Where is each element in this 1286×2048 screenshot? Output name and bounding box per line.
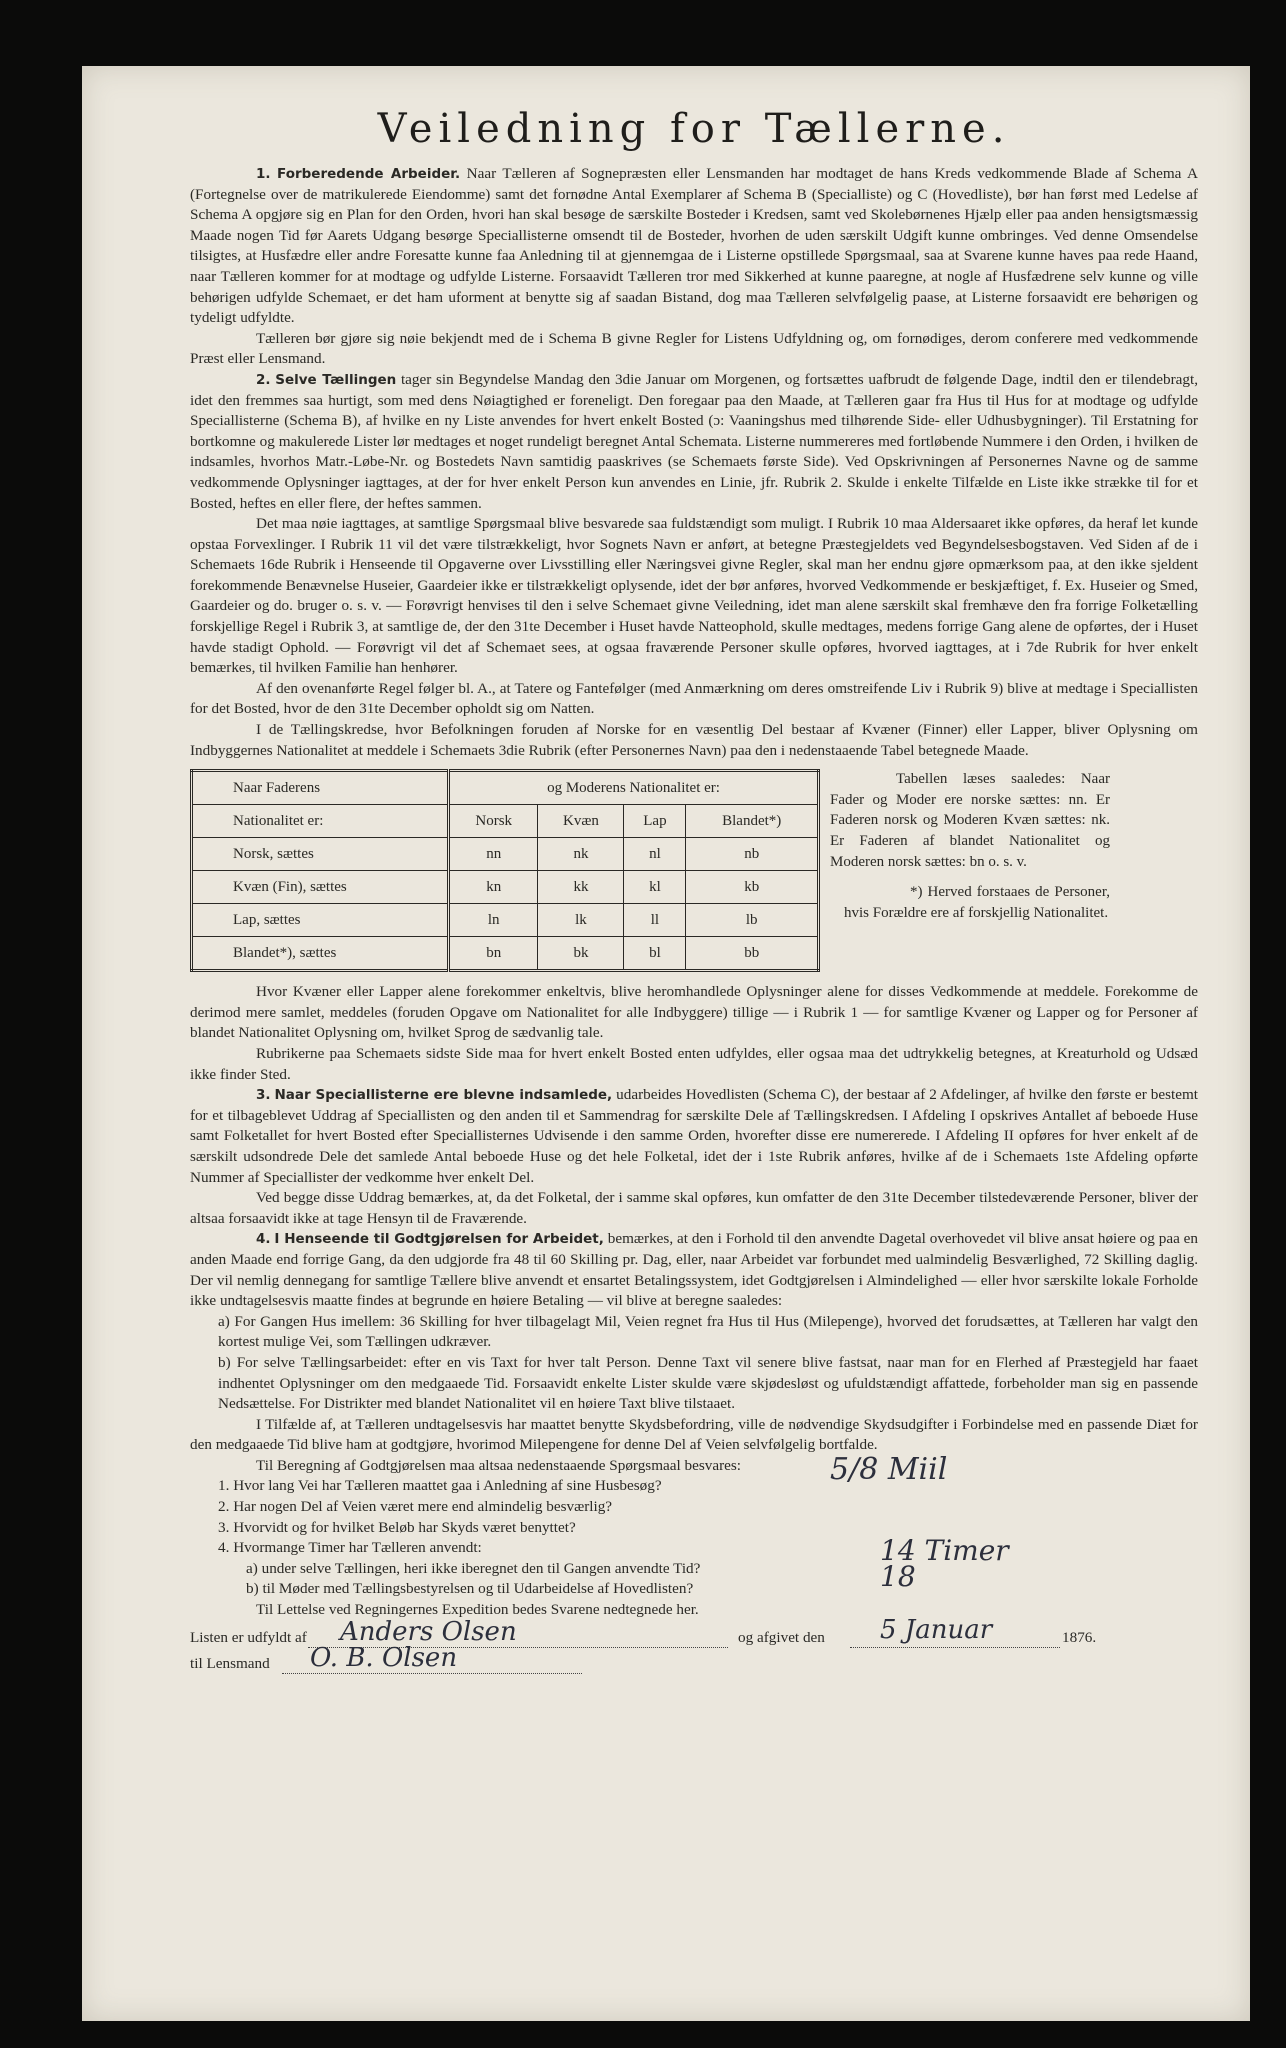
section-1-paragraph-2: Tælleren bør gjøre sig nøie bekjendt med de i Schema B givne Regler for Listens Udfyldning og, om fornødiges, derom conferere med vedkommende Præst eller Lensmand. [190,329,1198,368]
section-1-number: 1. [256,166,271,182]
col-header: Norsk [449,805,538,838]
section-3-paragraph-1 [190,1085,1198,1188]
table-cell: bl [624,937,686,971]
section-2-paragraph-3: Af den ovenanførte Regel følger bl. A., at Tatere og Fantefølger (med Anmærkning om deres omstreifende Liv i Rubrik 9) blive at medtage i Speciallisten for det Bosted, hvor de den 31te December opholdt sig om Natten. [190,679,1198,718]
nationality-table [190,769,820,972]
question-3-line [190,1518,1198,1539]
table-cell: kb [686,871,819,904]
section-3-heading: Naar Speciallisterne ere blevne indsamlede, [274,1087,613,1104]
section-2b-paragraph-2: Rubrikerne paa Schemaets sidste Side maa for hvert enkelt Bosted enten udfyldes, eller ogsaa maa det udtrykkelig betegnes, at Kreaturhold og Udsæd ikke finder Sted. [190,1045,1198,1083]
table-cell: bk [538,937,624,971]
section-2-text: tager sin Begyndelse Mandag den 3die Januar om Morgenen, og fortsættes uafbrudt de følgende Dage, indtil den er tilendebragt, idet den fremmes saa hurtigt, som med dens Nøiagtighed er foreneligt. Den foregaar paa den Maade, at Tælleren gaar fra Hus til Hus for at modtage og udfylde Speciallisterne (Schema B), af hvilke en ny Liste anvendes for hvert enkelt Bosted (ɔ: Vaaningshus med tilhørende Side- eller Udhusbygninger). Til Erstatning for bortkomne og makulerede Lister lør medtages et noget rundeligt beregnet Antal Schemata. Listerne nummereres med fortløbende Nummere i den Orden, i hvilken de indsamles, hvorhos Matr.-Løbe-Nr. og Bostedets Navn samtidig paaskrives (se Schemaets første Side). Ved Opskrivningen af Personernes Navne og de samme vedkommende Oplysninger iagttages, at der for hver enkelt Person kun anvendes en Linie, jfr. Rubrik 2. Skulde i enkelte Tilfælde en Liste ikke strække til for et Bosted, heftes en eller flere, der heftes sammen. [190,370,1199,512]
footer-delivered-label: og afgivet den [738,1628,825,1646]
section-4-item-a: a) For Gangen Hus imellem: 36 Skilling for hver tilbagelagt Mil, Veien regnet fra Hus til Hus (Milepenge), hvorved det forudsættes, at Tælleren har valgt den kortest mulige Vei, som Tællingen udkræver. [218,1312,1198,1351]
section-3-text: udarbeides Hovedlisten (Schema C), der bestaar af 2 Afdelinger, af hvilke den første er bestemt for et tilbageblevet Uddrag af Speciallisten og den anden til et Sammendrag for særskilte Dele af Tællingskredsen. I Afdeling I opskrives Antallet af beboede Huse samt Folketallet for hvert Bosted efter Speciallisternes Udvisende i den samme Orden, hvorefter disse ere numererede. I Afdeling II opføres for hver enkelt af de særskilt udsondrede Dele det samlede Antal beboede Huse og det hele Folketal, idet der i 1ste Rubrik anføres, hvilke af de i Schemaets 1ste Afdeling opførte Nummer af Speciallister der vedkomme hver enkelt Del. [190,1086,1199,1186]
footer-date: 5 Januar [880,1614,993,1645]
question-2: 2. Har nogen Del af Veien været mere end almindelig besværlig? [218,1498,613,1516]
question-2-line [190,1497,1198,1518]
question-1: 1. Hvor lang Vei har Tælleren maattet gaa i Anledning af sine Husbesøg? [218,1477,662,1495]
table-corner-1: Naar Faderens [192,771,449,805]
table-cell: kk [538,871,624,904]
row-label: Kvæn (Fin), sættes [192,871,449,904]
footer-lensmand-label: til Lensmand [190,1654,270,1672]
section-4-paragraph-1 [190,1229,1198,1311]
table-cell: lk [538,904,624,937]
table-cell: nb [686,838,819,871]
section-4-item-b: b) For selve Tællingsarbeidet: efter en vis Taxt for hver talt Person. Denne Taxt vil senere blive fastsat, naar man for en Flerhed af Præstegjeld har faaet indhentet Oplysninger om den medgaaede Tid. Forsaavidt enkelte Lister skulde være skjødesløst og ufuldstændigt affattede, forbeholder man sig en passende Nedsættelse. For Distrikter med blandet Nationalitet vil en høiere Taxt blive tilstaaet. [218,1353,1198,1413]
footer-year: 1876. [1062,1628,1097,1646]
row-label: Blandet*), sættes [192,937,449,971]
table-explanation [830,769,1110,972]
table-cell: ln [449,904,538,937]
question-4a: a) under selve Tællingen, heri ikke iberegnet den til Gangen anvendte Tid? [246,1559,701,1577]
section-1-paragraph-1 [190,164,1198,329]
table-corner-2: Nationalitet er: [192,805,449,838]
section-2-paragraph-2: Det maa nøie iagttages, at samtlige Spørgsmaal blive besvarede saa fuldstændigt som muligt. I Rubrik 10 maa Aldersaaret ikke opføres, da heraf let kunde opstaa Forvexlinger. I Rubrik 11 vil det være tilstrækkeligt, hvor Sognets Navn er anført, at betegne Præstegjeldets ved Begyndelsesbogstaven. Ved Siden af de i Schemaets 16de Rubrik i Henseende til Opgaverne over Livsstilling eller Næringsvei givne Regler, skal man her endnu gjøre opmærksom paa, at den ikke sjeldent forekommende Benævnelse Huseier, Gaardeier ikke er tilstrækkeligt oplysende, idet der bør anføres, hvorved Vedkommende er beskjæftiget, f. Ex. Huseier og Smed, Gaardeier og do. bruger o. s. v. — Forøvrigt henvises til den i selve Schemaet givne Veiledning, idet man alene særskilt skal fremhæve den fra forrige Folketælling forskjellige Regel i Rubrik 3, at samtlige de, der den 31te December i Huset havde Natteophold, skulle medtages, medens forrige Gang alene de opførtes, der i Huset havde stadigt Ophold. — Forøvrigt vil det af Schemaet sees, at ogsaa fraværende Personer skulle opføres, hvorved iagttages, at i 7de Rubrik for hver enkelt bemærkes, til hvilken Familie han henhører. [190,515,1198,677]
row-label: Lap, sættes [192,904,449,937]
footer-line-2 [190,1642,1198,1681]
footer-tæller-signature: Anders Olsen [340,1616,517,1647]
row-label: Norsk, sættes [192,838,449,871]
section-2-heading: Selve Tællingen [275,371,397,388]
section-4-paragraph-2: I Tilfælde af, at Tælleren undtagelsesvis har maattet benytte Skydsbefordring, ville de nødvendige Skydsudgifter i Forbindelse med en passende Diæt for den medgaaede Tid blive ham at godtgjøre, hvorimod Milepengene for denne Del af Veien selvfølgelig bortfalde. [190,1415,1198,1454]
table-cell: lb [686,904,819,937]
col-header: Lap [624,805,686,838]
instruction-body [190,164,1198,1621]
section-2-paragraph-4: I de Tællingskredse, hvor Befolkningen foruden af Norske for en væsentlig Del bestaar af Kvæner (Finner) eller Lapper, bliver Oplysning om Indbyggernes Nationalitet at meddele i Schemaets 3die Rubrik (efter Personernes Navn) paa den i nedenstaaende Tabel betegnede Maade. [190,721,1198,759]
table-cell: nn [449,838,538,871]
footer-filled-label: Listen er udfyldt af [190,1628,307,1646]
section-4-heading: I Henseende til Godtgjørelsen for Arbeidet, [274,1231,604,1248]
section-2-paragraph-1 [190,370,1198,514]
section-4-paragraph-3: Til Beregning af Godtgjørelsen maa altsaa nedenstaaende Spørgsmaal besvares: [256,1456,742,1474]
nationality-table-block [190,769,1198,972]
section-2b-paragraph-1: Hvor Kvæner eller Lapper alene forekommer enkeltvis, blive heromhandlede Oplysninger alene for disses Vedkommende at meddele. Forekomme de derimod mere samlet, meddeles (foruden Opgave om Nationalitet for alle Indbyggere) tillige — i Rubrik 1 — for samtlige Kvæner og Lapper og for Personer af blandet Nationalitet Oplysning om, hvilket Sprog de sædvanlig tale. [190,983,1198,1042]
table-group-header: og Moderens Nationalitet er: [449,771,819,805]
footer-lensmand-signature: O. B. Olsen [310,1642,458,1673]
answer-4a: 14 Timer [880,1533,1009,1567]
col-header: Blandet*) [686,805,819,838]
table-row [192,838,819,871]
table-cell: kl [624,871,686,904]
section-4-text: bemærkes, at den i Forhold til den anvendte Dagetal overhovedet vil blive ansat høiere og paa en anden Maade end forrige Gang, da den udgjorde fra 48 til 60 Skilling pr. Dag, eller, naar Arbeidet var forbundet med ualmindelig Besværlighed, 72 Skilling daglig. Der vil nemlig dennegang for samtlige Tællere blive anvendt et ensartet Betalingssystem, idet Godtgjørelsen i Almindelighed — eller hvor særskilte lokale Forholde ikke undtagelsesvis maatte findes at begrunde en høiere Betaling — vil blive at beregne saaledes: [190,1230,1199,1310]
section-4-paragraph-4: Til Lettelse ved Regningernes Expedition bedes Svarene nedtegnede her. [256,1601,699,1619]
section-1-text: Naar Tælleren af Sognepræsten eller Lensmanden har modtaget de hans Kreds vedkommende Blade af Schema A (Fortegnelse over de matrikulerede Eiendomme) samt det fornødne Antal Exemplarer af Schema B (Specialliste) og C (Hovedliste), bør han først med Ledelse af Schema A opgjøre sig en Plan for den Orden, hvori han skal besøge de særskilte Bosteder i Kredsen, samt ved Skolebørnenes Hjælp eller paa anden hensigtsmæssig Maade nogen Tid før Aarets Udgang besørge Speciallisterne omsendt til de Bosteder, hvorhen de uden særskilt Udgift kunne ombringes. Ved denne Omsendelse tilsigtes, at Husfædre eller andre Foresatte kunne faa Anledning til at gjennemgaa de i Listerne opstillede Spørgsmaal, saa at Svarene kunne haves paa rede Haand, naar Tælleren kommer for at modtage og udfylde Listerne. Forsaavidt Tælleren tror med Sikkerhed at kunne paaregne, at nogle af Husfædrene selv kunne og ville behørigen udfylde Schemaet, er det ham uforment at benytte sig af saadan Bistand, dog maa Tælleren selvfølgelig paase, at Listerne forsaavidt ere behørigen og tydeligt udfyldte. [190,165,1199,327]
question-4-line [190,1538,1198,1559]
question-3: 3. Hvorvidt og for hvilket Beløb har Skyds været benyttet? [218,1518,576,1536]
section-1-heading: Forberedende Arbeider. [277,166,461,182]
table-note-2: *) Herved forstaaes de Personer, hvis Forældre ere af forskjellig Nationalitet. [844,884,1110,921]
answer-1: 5/8 Miil [830,1452,948,1488]
question-4: 4. Hvormange Timer har Tælleren anvendt: [218,1539,482,1557]
section-3-number: 3. [256,1087,271,1104]
section-2-number: 2. [256,371,271,388]
table-cell: kn [449,871,538,904]
section-4-number: 4. [256,1231,271,1248]
census-instruction-page [82,66,1250,2021]
table-row [192,904,819,937]
section-3-paragraph-2: Ved begge disse Uddrag bemærkes, at, da det Folketal, der i samme skal opføres, kun omfatter de den 31te December tilstedeværende Personer, bliver der altsaa forsaavidt ikke at tage Hensyn til de Fraværende. [190,1189,1198,1227]
page-title: Veiledning for Tællerne. [377,106,1011,152]
table-note-1: Tabellen læses saaledes: Naar Fader og Moder ere norske sættes: nn. Er Faderen norsk og Moderen Kvæn sættes: nk. Er Faderen af blandet Nationalitet og Moderen norsk sættes: bn o. s. v. [830,771,1110,870]
table-row [192,871,819,904]
table-cell: bn [449,937,538,971]
col-header: Kvæn [538,805,624,838]
question-4b: b) til Møder med Tællingsbestyrelsen og til Udarbeidelse af Hovedlisten? [246,1580,694,1598]
table-cell: nk [538,838,624,871]
table-cell: ll [624,904,686,937]
table-cell: nl [624,838,686,871]
answer-4b: 18 [880,1560,916,1594]
table-row [192,937,819,971]
table-cell: bb [686,937,819,971]
